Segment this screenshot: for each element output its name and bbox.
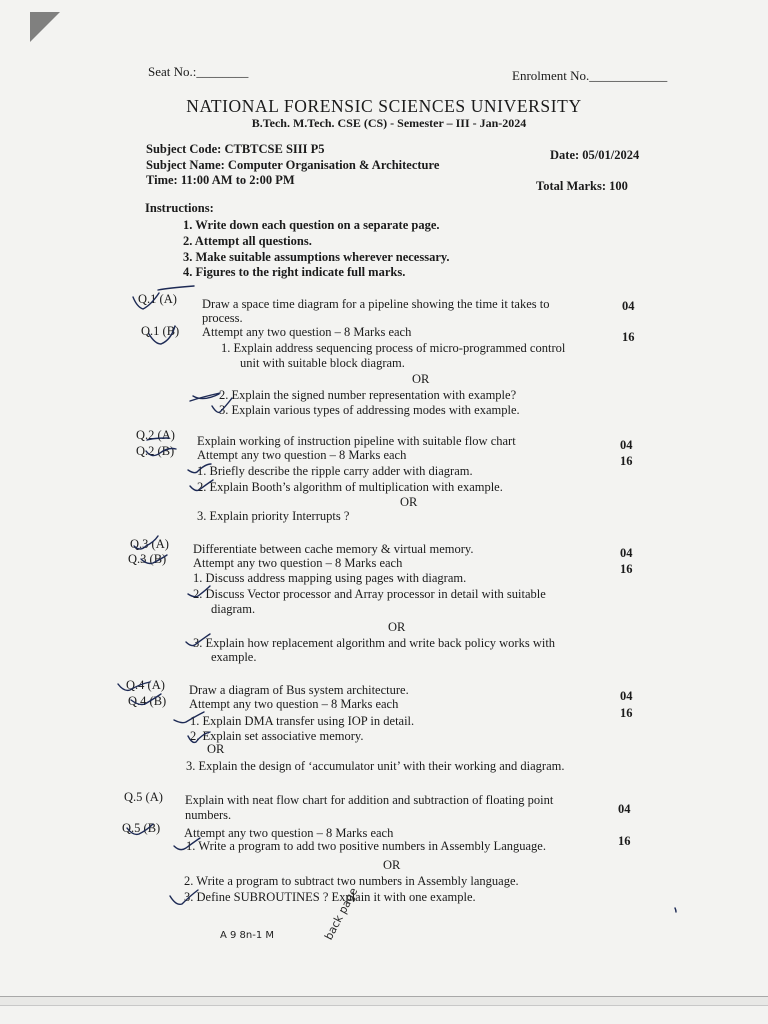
q4b-marks: 16: [620, 706, 633, 720]
q3b-option-2: 2. Discuss Vector processor and Array processor in detail with suitable: [193, 587, 546, 601]
bottom-edge-strip: [0, 996, 768, 1006]
instruction-item: 1. Write down each question on a separate page.: [183, 218, 440, 232]
q5b-option-1: 1. Write a program to add two positive numbers in Assembly Language.: [186, 839, 546, 853]
q5b-label: Q.5 (B): [122, 821, 161, 835]
q1a-text: Draw a space time diagram for a pipeline showing the time it takes to: [202, 297, 550, 311]
q5b-text: Attempt any two question – 8 Marks each: [184, 826, 394, 840]
q1a-text-cont: process.: [202, 311, 243, 325]
enrolment-number-field: Enrolment No.____________: [512, 68, 668, 83]
q3b-text: Attempt any two question – 8 Marks each: [193, 556, 403, 570]
q3a-marks: 04: [620, 546, 633, 560]
q4b-option-3: 3. Explain the design of ‘accumulator unit’ with their working and diagram.: [186, 759, 565, 773]
q2a-marks: 04: [620, 438, 633, 452]
instruction-item: 2. Attempt all questions.: [183, 234, 312, 248]
instructions-heading: Instructions:: [145, 201, 214, 215]
university-title: NATIONAL FORENSIC SCIENCES UNIVERSITY: [186, 96, 582, 116]
q4b-or: OR: [207, 742, 225, 756]
q1b-label: Q.1 (B): [141, 324, 180, 338]
folded-corner: [30, 12, 60, 42]
subject-code: Subject Code: CTBTCSE SIII P5: [146, 142, 325, 156]
q4a-label: Q.4 (A): [126, 678, 165, 692]
q1a-marks: 04: [622, 299, 635, 313]
q3b-option-3: 3. Explain how replacement algorithm and write back policy works with: [193, 636, 556, 650]
q4b-text: Attempt any two question – 8 Marks each: [189, 697, 399, 711]
q4b-label: Q.4 (B): [128, 694, 167, 708]
q4b-option-2: 2. Explain set associative memory.: [190, 729, 364, 743]
q3b-option-1: 1. Discuss address mapping using pages with diagram.: [193, 571, 467, 585]
q5a-label: Q.5 (A): [124, 790, 163, 804]
subject-name: Subject Name: Computer Organisation & Architecture: [146, 158, 440, 172]
instruction-item: 3. Make suitable assumptions wherever necessary.: [183, 250, 450, 264]
exam-date: Date: 05/01/2024: [550, 148, 640, 162]
q2b-label: Q.2 (B): [136, 444, 175, 458]
q3a-text: Differentiate between cache memory & virtual memory.: [193, 542, 474, 556]
exam-time: Time: 11:00 AM to 2:00 PM: [146, 173, 295, 187]
q5a-text-cont: numbers.: [185, 808, 232, 822]
q4b-option-1: 1. Explain DMA transfer using IOP in detail.: [190, 714, 415, 728]
q1b-option-3: 3. Explain various types of addressing modes with example.: [219, 403, 520, 417]
q2a-label: Q.2 (A): [136, 428, 175, 442]
q5b-marks: 16: [618, 834, 631, 848]
q4a-marks: 04: [620, 689, 633, 703]
total-marks: Total Marks: 100: [536, 179, 628, 193]
handwritten-note: A 9 8n-1 M: [220, 930, 275, 941]
q1b-option-1-cont: unit with suitable block diagram.: [240, 356, 405, 370]
q5b-or: OR: [383, 858, 401, 872]
q3b-option-3-cont: example.: [211, 650, 257, 664]
q1b-text: Attempt any two question – 8 Marks each: [202, 325, 412, 339]
q5a-text: Explain with neat flow chart for addition and subtraction of floating point: [185, 793, 554, 807]
q2b-marks: 16: [620, 454, 633, 468]
q3b-marks: 16: [620, 562, 633, 576]
q2b-option-1: 1. Briefly describe the ripple carry adder with diagram.: [197, 464, 473, 478]
q1b-or: OR: [412, 372, 430, 386]
q1b-option-2: 2. Explain the signed number representation with example?: [219, 388, 517, 402]
q2b-text: Attempt any two question – 8 Marks each: [197, 448, 407, 462]
q4a-text: Draw a diagram of Bus system architecture.: [189, 683, 409, 697]
q2b-option-3: 3. Explain priority Interrupts ?: [197, 509, 350, 523]
q2a-text: Explain working of instruction pipeline with suitable flow chart: [197, 434, 516, 448]
instruction-item: 4. Figures to the right indicate full marks.: [183, 265, 406, 279]
q3b-or: OR: [388, 620, 406, 634]
handwritten-back-page: back page: [322, 885, 361, 943]
q5b-option-3: 3. Define SUBROUTINES ? Explain it with one example.: [184, 890, 476, 904]
seat-number-field: Seat No.:________: [148, 64, 249, 79]
q3b-label: Q.3 (B): [128, 552, 167, 566]
q2b-or: OR: [400, 495, 418, 509]
q1b-marks: 16: [622, 330, 635, 344]
q1a-label: Q.1 (A): [138, 292, 177, 306]
q1b-option-1: 1. Explain address sequencing process of micro-programmed control: [221, 341, 566, 355]
q2b-option-2: 2. Explain Booth’s algorithm of multiplication with example.: [197, 480, 503, 494]
q3b-option-2-cont: diagram.: [211, 602, 256, 616]
course-line: B.Tech. M.Tech. CSE (CS) - Semester – III - Jan-2024: [251, 116, 527, 130]
q5b-option-2: 2. Write a program to subtract two numbers in Assembly language.: [184, 874, 519, 888]
q3a-label: Q.3 (A): [130, 537, 169, 551]
q5a-marks: 04: [618, 802, 631, 816]
